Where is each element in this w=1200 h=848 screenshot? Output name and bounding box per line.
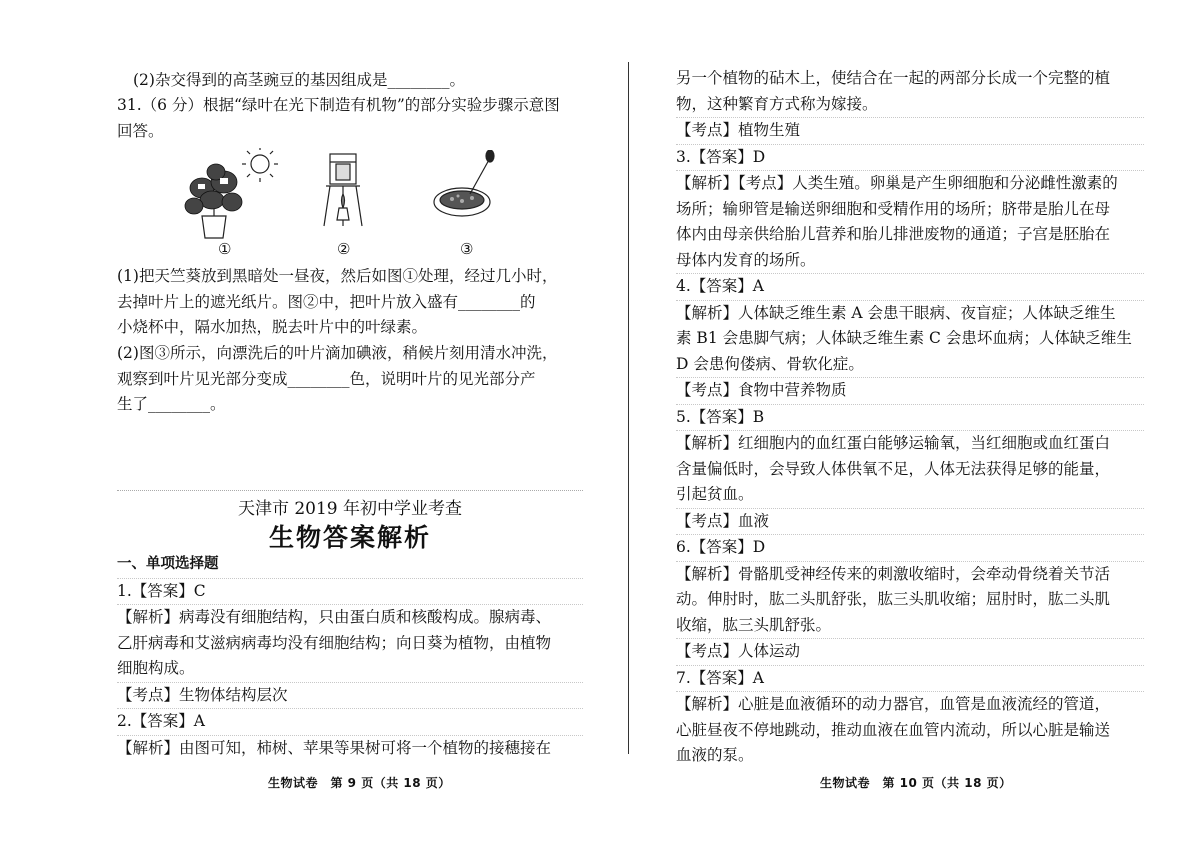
figure-label-3: ③ [460, 240, 474, 258]
q31-p2-line-1: (2)图③所示，向漂洗后的叶片滴加碘液，稍候片刻用清水冲洗， [117, 344, 558, 362]
exam-title: 天津市 2019 年初中学业考查 [237, 499, 463, 519]
answer-line: 含量偏低时，会导致人体供氧不足，人体无法获得足够的能量， [676, 459, 1111, 478]
answer-line: 【解析】人体缺乏维生素 A 会患干眼病、夜盲症；人体缺乏维生 [676, 303, 1116, 322]
question-31-stem [117, 93, 583, 144]
answer-line: 【解析】心脏是血液循环的动力器官，血管是血液流经的管道， [676, 695, 1111, 713]
doc-title: 生物答案解析 [268, 523, 431, 552]
answer-line: 【考点】植物生殖 [676, 118, 1144, 145]
section-heading: 一、单项选择题 [117, 552, 583, 579]
right-page [600, 0, 1200, 848]
answer-line: 6.【答案】D [676, 535, 1144, 562]
question-31-part1 [117, 264, 583, 341]
answer-line: 3.【答案】D [676, 145, 1144, 172]
section-divider [117, 490, 583, 491]
answer-line: 物，这种繁育方式称为嫁接。 [676, 92, 1144, 119]
answer-line: 血液的泵。 [676, 746, 754, 764]
q31-line-1: 31.（6 分）根据“绿叶在光下制造有机物”的部分实验步骤示意图 [117, 96, 560, 114]
answer-line: 【解析】骨骼肌受神经传来的刺激收缩时，会牵动骨绕着关节活 [676, 564, 1111, 583]
page-footer-left: 生物试卷 第 9 页（共 18 页） [268, 776, 451, 790]
answer-line: 场所；输卵管是输送卵细胞和受精作用的场所；脐带是胎儿在母 [676, 199, 1111, 218]
answer-line: 1.【答案】C [117, 579, 583, 606]
answer-line: 【考点】人体运动 [676, 639, 1144, 666]
answer-line: 细胞构成。 [117, 656, 583, 683]
answer-line: 4.【答案】A [676, 274, 1144, 301]
page-footer-right: 生物试卷 第 10 页（共 18 页） [820, 776, 1012, 790]
answer-line: 另一个植物的砧木上，使结合在一起的两部分长成一个完整的植 [676, 69, 1111, 87]
geranium-plant-figure [182, 148, 282, 244]
answer-line: 【解析】红细胞内的血红蛋白能够运输氧，当红细胞或血红蛋白 [676, 434, 1111, 452]
answer-line: 【考点】血液 [676, 509, 1144, 536]
answers-left [117, 552, 583, 761]
q31-p1-line-1: (1)把天竺葵放到黑暗处一昼夜，然后如图①处理，经过几小时， [117, 267, 558, 285]
answer-line: 【解析】病毒没有细胞结构，只由蛋白质和核酸构成。腺病毒、 [117, 608, 552, 626]
answer-line: 【考点】食物中营养物质 [676, 378, 1144, 405]
answers-right [676, 66, 1144, 769]
answer-line: 素 B1 会患脚气病；人体缺乏维生素 C 会患坏血病；人体缺乏维生 [676, 329, 1132, 347]
q31-p1-line-3: 小烧杯中，隔水加热，脱去叶片中的叶绿素。 [117, 318, 428, 336]
q30-line: (2)杂交得到的高茎豌豆的基因组成是________。 [133, 71, 465, 89]
answer-line: 收缩，肱三头肌舒张。 [676, 613, 1144, 640]
figure-label-2: ② [337, 240, 351, 258]
question-30-part2 [117, 68, 583, 94]
answer-line: 乙肝病毒和艾滋病病毒均没有细胞结构；向日葵为植物，由植物 [117, 633, 552, 652]
q31-line-2: 回答。 [117, 121, 164, 140]
q31-p2-line-2: 观察到叶片见光部分变成________色，说明叶片的见光部分产 [117, 369, 536, 388]
iodine-dish-figure [430, 150, 506, 222]
answer-line: 5.【答案】B [676, 405, 1144, 432]
question-31-part2 [117, 341, 583, 418]
answer-line: 7.【答案】A [676, 666, 1144, 693]
answer-line: 心脏昼夜不停地跳动，推动血液在血管内流动，所以心脏是输送 [676, 720, 1111, 739]
figure-label-1: ① [218, 240, 232, 258]
answer-line: 【解析】【考点】人类生殖。卵巢是产生卵细胞和分泌雌性激素的 [676, 174, 1118, 192]
water-bath-figure [318, 150, 368, 230]
answer-line: 2.【答案】A [117, 709, 583, 736]
answer-line: 母体内发育的场所。 [676, 248, 1144, 275]
answer-line: 动。伸肘时，肱二头肌舒张，肱三头肌收缩；屈肘时，肱二头肌 [676, 590, 1111, 608]
answer-line: 【考点】生物体结构层次 [117, 683, 583, 710]
q31-p1-line-2: 去掉叶片上的遮光纸片。图②中，把叶片放入盛有________的 [117, 292, 536, 311]
answer-line: 【解析】由图可知，柿树、苹果等果树可将一个植物的接穗接在 [117, 738, 552, 757]
answer-line: 体内由母亲供给胎儿营养和胎儿排泄废物的通道；子宫是胚胎在 [676, 225, 1111, 243]
answer-line: D 会患佝偻病、骨软化症。 [676, 352, 1144, 379]
q31-p2-line-3: 生了________。 [117, 395, 226, 413]
answer-line: 引起贫血。 [676, 482, 1144, 509]
